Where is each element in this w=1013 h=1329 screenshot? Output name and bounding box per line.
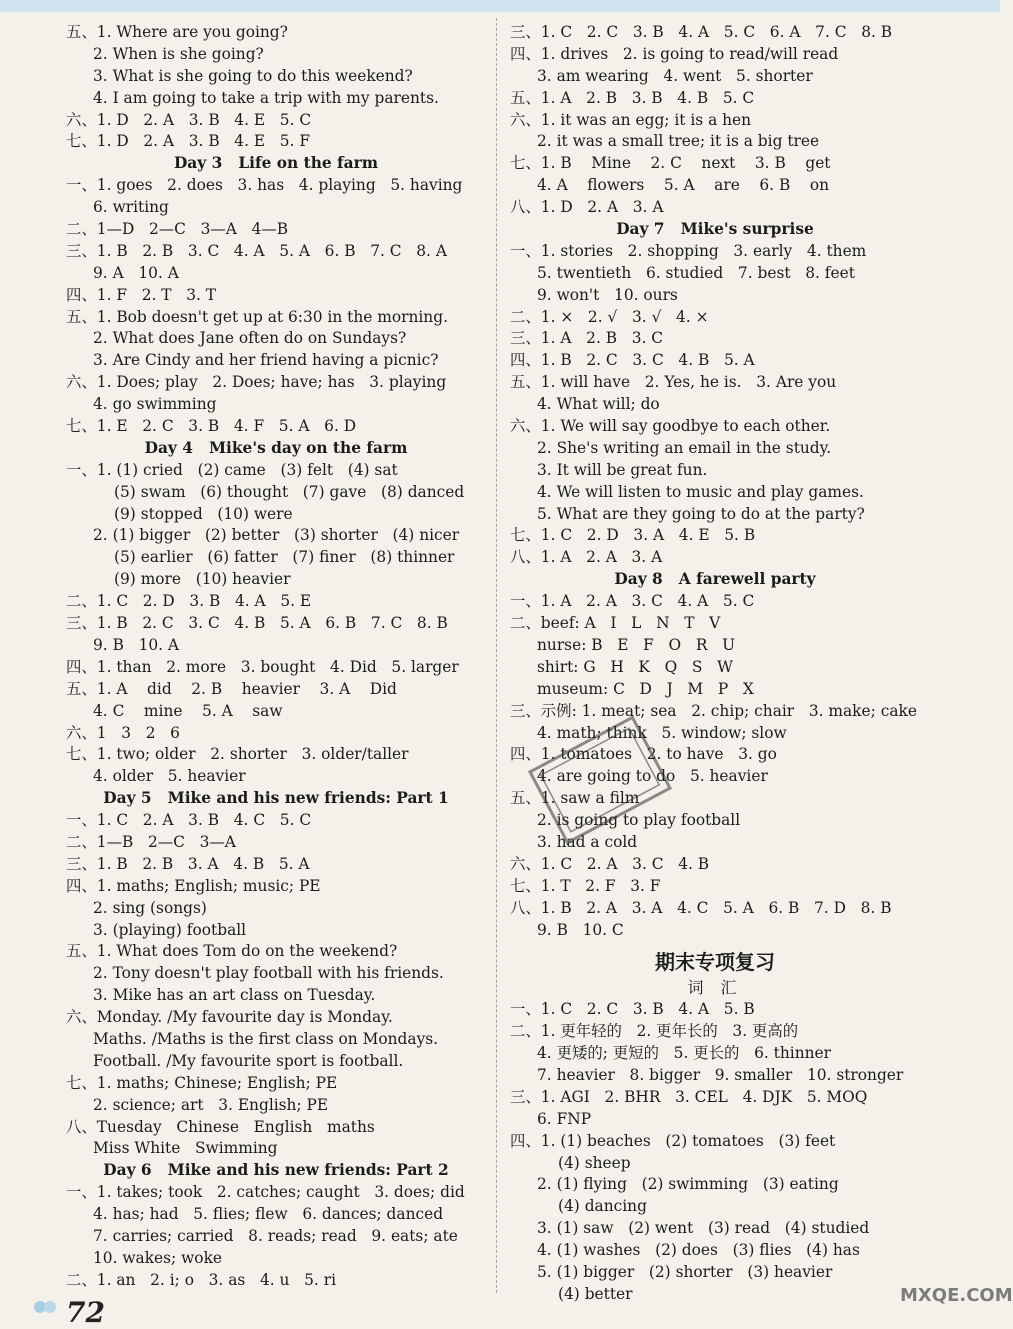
answer-line: 7. heavier 8. bigger 9. smaller 10. stronger — [537, 1065, 904, 1084]
answer-line: 3. What is she going to do this weekend? — [93, 66, 413, 85]
answer-line: 4. What will; do — [537, 395, 660, 414]
answer-line: 9. B 10. C — [537, 920, 624, 939]
right-column — [510, 22, 920, 1306]
answer-line: 6. writing — [93, 198, 169, 217]
answer-line: 六、1. We will say goodbye to each other. — [510, 417, 831, 436]
review-subtitle: 词 汇 — [687, 978, 743, 998]
flower-decoration-icon — [30, 1295, 60, 1319]
answer-line: 四、1. than 2. more 3. bought 4. Did 5. larger — [66, 657, 459, 676]
answer-line: 五、1. saw a film — [510, 789, 640, 808]
answer-line: 四、1. maths; English; music; PE — [66, 876, 321, 895]
answer-line: 五、1. A did 2. B heavier 3. A Did — [66, 679, 397, 698]
answer-line: 一、1. goes 2. does 3. has 4. playing 5. having — [66, 176, 463, 195]
answer-line: 2. (1) bigger (2) better (3) shorter (4) nicer — [93, 526, 460, 545]
answer-line: 二、1. C 2. D 3. B 4. A 5. E — [66, 592, 312, 611]
section-heading: Day 8 A farewell party — [614, 570, 816, 589]
answer-line: 4. We will listen to music and play games. — [537, 482, 864, 501]
answer-line: 2. it was a small tree; it is a big tree — [537, 132, 820, 151]
answer-line: 六、1. it was an egg; it is a hen — [510, 110, 752, 129]
answer-line: (4) dancing — [558, 1197, 647, 1216]
answer-line: 五、1. Bob doesn't get up at 6:30 in the morning. — [66, 307, 448, 326]
answer-line: (9) stopped (10) were — [114, 504, 293, 523]
answer-line: 五、1. Where are you going? — [66, 23, 288, 41]
answer-line: 3. am wearing 4. went 5. shorter — [537, 66, 813, 85]
answer-line: 三、1. B 2. B 3. C 4. A 5. A 6. B 7. C 8. A — [66, 241, 447, 260]
answer-line: 4. I am going to take a trip with my parents. — [93, 88, 439, 107]
answer-line: 一、1. stories 2. shopping 3. early 4. them — [510, 241, 867, 260]
answer-line: (4) sheep — [558, 1153, 631, 1172]
answer-line: 四、1. drives 2. is going to read/will read — [510, 44, 839, 63]
answer-line: 八、Tuesday Chinese English maths — [66, 1117, 375, 1136]
answer-line: 三、1. C 2. C 3. B 4. A 5. C 6. A 7. C 8. B — [510, 23, 893, 41]
answer-line: 六、1. C 2. A 3. C 4. B — [510, 854, 710, 873]
answer-line: 2. (1) flying (2) swimming (3) eating — [537, 1175, 839, 1194]
answer-line: 4. older 5. heavier — [93, 767, 246, 786]
answer-line: 4. (1) washes (2) does (3) flies (4) has — [537, 1241, 860, 1260]
answer-line: 七、1. D 2. A 3. B 4. E 5. F — [66, 132, 311, 151]
answer-line: 2. science; art 3. English; PE — [93, 1095, 329, 1114]
answer-line: (9) more (10) heavier — [114, 570, 291, 589]
answer-line: 4. C mine 5. A saw — [93, 701, 283, 720]
watermark-text: MXQE.COM — [900, 1285, 1013, 1306]
answer-line: 5. (1) bigger (2) shorter (3) heavier — [537, 1262, 833, 1281]
answer-line: 9. won't 10. ours — [537, 285, 678, 304]
answer-line: 3. (playing) football — [93, 920, 247, 939]
answer-line: 2. She's writing an email in the study. — [537, 438, 832, 457]
answer-line: 七、1. C 2. D 3. A 4. E 5. B — [510, 526, 756, 545]
answer-line: (4) better — [558, 1284, 633, 1303]
answer-line: 9. A 10. A — [93, 263, 179, 282]
answer-line: 4. go swimming — [93, 395, 217, 414]
answer-line: 六、1 3 2 6 — [66, 723, 180, 742]
answer-line: 二、1—B 2—C 3—A — [66, 832, 236, 851]
answer-line: shirt: G H K Q S W — [537, 657, 733, 676]
answer-line: 一、1. C 2. C 3. B 4. A 5. B — [510, 1000, 755, 1019]
answer-line: 七、1. T 2. F 3. F — [510, 876, 661, 895]
stamp-seal — [520, 700, 680, 860]
section-heading: Day 4 Mike's day on the farm — [144, 438, 408, 457]
answer-line: 六、1. Does; play 2. Does; have; has 3. playing — [66, 373, 447, 392]
answer-line: 3. had a cold — [537, 832, 638, 851]
answer-line: 三、1. AGI 2. BHR 3. CEL 4. DJK 5. MOQ — [510, 1087, 868, 1106]
answer-line: 三、1. B 2. C 3. C 4. B 5. A 6. B 7. C 8. B — [66, 614, 448, 633]
answer-line: Maths. /Maths is the first class on Mondays. — [93, 1029, 439, 1048]
answer-line: nurse: B E F O R U — [537, 635, 736, 654]
answer-line: 一、1. takes; took 2. catches; caught 3. does; did — [66, 1183, 465, 1202]
answer-line: 八、1. D 2. A 3. A — [510, 198, 664, 217]
answer-line: 5. twentieth 6. studied 7. best 8. feet — [537, 263, 855, 282]
answer-line: 一、1. A 2. A 3. C 4. A 5. C — [510, 592, 755, 611]
answer-line: 3. Are Cindy and her friend having a picnic? — [93, 351, 439, 370]
answer-line: 4. 更矮的; 更短的 5. 更长的 6. thinner — [537, 1044, 831, 1063]
section-heading: Day 5 Mike and his new friends: Part 1 — [103, 789, 449, 808]
answer-line: 五、1. What does Tom do on the weekend? — [66, 942, 398, 961]
answer-line: 四、1. F 2. T 3. T — [66, 285, 217, 304]
answer-line: 5. What are they going to do at the party? — [537, 504, 865, 523]
answer-line: 五、1. A 2. B 3. B 4. B 5. C — [510, 88, 755, 107]
answer-line: 2. Tony doesn't play football with his friends. — [93, 964, 444, 983]
section-heading: Day 6 Mike and his new friends: Part 2 — [103, 1161, 449, 1180]
page-number: 72 — [66, 1296, 105, 1329]
answer-line: 六、Monday. /My favourite day is Monday. — [66, 1008, 393, 1027]
answer-line: Miss White Swimming — [93, 1139, 278, 1158]
answer-line: 五、1. will have 2. Yes, he is. 3. Are you — [510, 373, 837, 392]
top-color-band — [0, 0, 1000, 12]
answer-line: 三、1. B 2. B 3. A 4. B 5. A — [66, 854, 310, 873]
answer-line: (5) earlier (6) fatter (7) finer (8) thinner — [114, 548, 455, 567]
answer-line: 10. wakes; woke — [93, 1248, 223, 1267]
answer-line: 三、1. A 2. B 3. C — [510, 329, 664, 348]
answer-line: 2. sing (songs) — [93, 898, 207, 917]
answer-line: 四、1. tomatoes 2. to have 3. go — [510, 745, 777, 764]
answer-line: 7. carries; carried 8. reads; read 9. eats; ate — [93, 1226, 458, 1245]
answer-line: 三、示例: 1. meat; sea 2. chip; chair 3. make; cake — [510, 701, 917, 720]
answer-line: 4. A flowers 5. A are 6. B on — [537, 176, 830, 195]
answer-line: Football. /My favourite sport is football. — [93, 1051, 404, 1070]
answer-line: 4. are going to do 5. heavier — [537, 767, 768, 786]
answer-line: 3. Mike has an art class on Tuesday. — [93, 986, 376, 1005]
answer-line: 二、beef: A I L N T V — [510, 614, 721, 633]
answer-line: 七、1. maths; Chinese; English; PE — [66, 1073, 338, 1092]
answer-line: 八、1. B 2. A 3. A 4. C 5. A 6. B 7. D 8. B — [510, 898, 892, 917]
answer-line: museum: C D J M P X — [537, 679, 754, 698]
section-heading: Day 7 Mike's surprise — [616, 220, 814, 239]
left-column — [66, 22, 486, 1292]
answer-line: 七、1. two; older 2. shorter 3. older/taller — [66, 745, 409, 764]
answer-line: 二、1—D 2—C 3—A 4—B — [66, 220, 289, 239]
answer-line: 四、1. B 2. C 3. C 4. B 5. A — [510, 351, 755, 370]
answer-line: 一、1. (1) cried (2) came (3) felt (4) sat — [66, 460, 398, 479]
answer-line: 二、1. an 2. i; o 3. as 4. u 5. ri — [66, 1270, 336, 1289]
answer-line: (5) swam (6) thought (7) gave (8) danced — [114, 482, 465, 501]
answer-line: 六、1. D 2. A 3. B 4. E 5. C — [66, 110, 312, 129]
answer-line: 二、1. 更年轻的 2. 更年长的 3. 更高的 — [510, 1022, 799, 1041]
section-heading: Day 3 Life on the farm — [173, 154, 379, 173]
review-title: 期末专项复习 — [655, 950, 775, 975]
answer-line: 4. has; had 5. flies; flew 6. dances; danced — [93, 1205, 444, 1224]
answer-line: 七、1. E 2. C 3. B 4. F 5. A 6. D — [66, 417, 357, 436]
answer-line: 一、1. C 2. A 3. B 4. C 5. C — [66, 811, 312, 830]
answer-line: 9. B 10. A — [93, 635, 180, 654]
answer-line: 2. is going to play football — [537, 811, 741, 830]
answer-line: 2. What does Jane often do on Sundays? — [93, 329, 407, 348]
answer-line: 3. (1) saw (2) went (3) read (4) studied — [537, 1219, 870, 1238]
review-answers — [510, 999, 920, 1305]
answer-line: 3. It will be great fun. — [537, 460, 708, 479]
answer-line: 2. When is she going? — [93, 44, 264, 63]
answer-line: 4. math; think 5. window; slow — [537, 723, 787, 742]
answer-line: 四、1. (1) beaches (2) tomatoes (3) feet — [510, 1131, 836, 1150]
answer-line: 八、1. A 2. A 3. A — [510, 548, 663, 567]
answer-line: 七、1. B Mine 2. C next 3. B get — [510, 154, 831, 173]
answer-line: 二、1. × 2. √ 3. √ 4. × — [510, 307, 709, 326]
column-divider — [496, 18, 497, 1293]
answer-line: 6. FNP — [537, 1109, 592, 1128]
